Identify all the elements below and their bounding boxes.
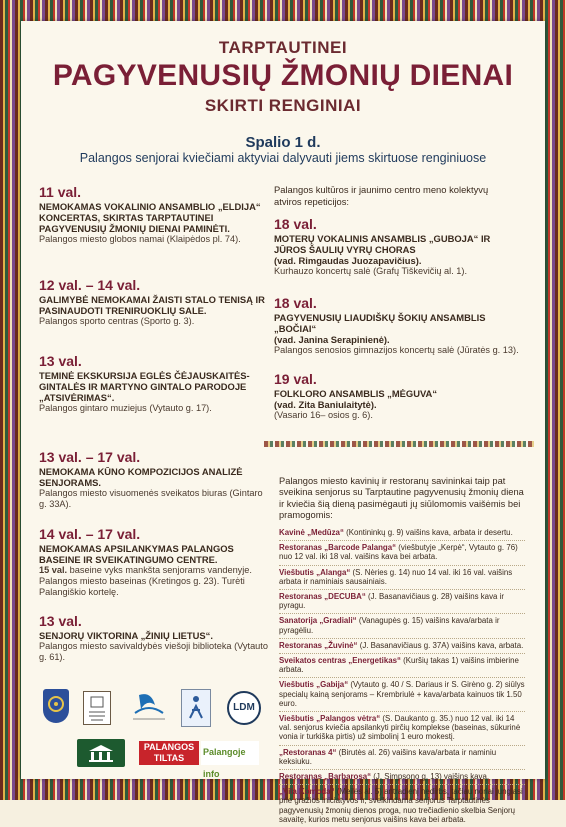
event-title: TEMINĖ EKSKURSIJA EGLĖS ČĖJAUSKAITĖS-GINTALĖS IR MARTYNO GINTALO PARODOJE „ATSIVĖRIMAS“.: [39, 370, 250, 403]
cafe-name: Restoranas „Žuvinė“: [279, 640, 358, 650]
ldm-logo: [227, 691, 261, 725]
cafe-offer: (Vytauto g. 40 / S. Dariaus ir S. Girėno g. 2) siūlys specialų kainą senjorams – Krembriulė + kava/arbata kainuos tik 1.50 euro.: [279, 680, 525, 708]
cafe-offer: (J. Simpsono g. 13) vaišins kava.: [371, 772, 490, 782]
event-time: 18 val.: [274, 295, 317, 311]
cafe-offer: (Birutės al. 26) vaišins kava/arbata ir naminiu keksiuku.: [279, 747, 497, 766]
event-title: GALIMYBĖ NEMOKAMAI ŽAISTI STALO TENISĄ IR PASINAUDOTI TRENIRUOKLIŲ SALE.: [39, 294, 265, 316]
cafe-list: [279, 526, 525, 827]
palanga-coat-of-arms-logo: [43, 689, 69, 723]
right-event: [274, 295, 524, 356]
event-leader: (vad. Janina Serapinienė).: [274, 334, 390, 345]
cafe-name: Viešbutis „Gabija“: [279, 680, 349, 690]
event-location: Palangos miesto savivaldybės viešoji biblioteka (Vytauto g. 61).: [39, 641, 268, 662]
event-location: Palangos sporto centras (Sporto g. 3).: [39, 316, 195, 326]
cafe-item: [279, 614, 525, 638]
left-event: [39, 353, 271, 414]
cafe-item: [279, 566, 525, 590]
event-location: Kurhauzo koncertų salė (Grafų Tiškevičių al. 1).: [274, 266, 468, 276]
event-time: 14 val. – 17 val.: [39, 526, 141, 542]
right-event: [274, 371, 524, 421]
cafe-name: Sanatorija „Gradiali“: [279, 616, 357, 626]
cafe-offer: (Vanagupės g. 15) vaišins kava/arbata ir pyragėliu.: [279, 616, 500, 635]
event-location: Palangos miesto globos namai (Klaipėdos pl. 74).: [39, 234, 241, 244]
palangos-tiltas-text: PALANGOS TILTAS: [143, 742, 195, 763]
cafe-intro: Palangos miesto kavinių ir restoranų savininkai taip pat sveikina senjorus su Tarptautine pagyvenusių žmonių diena ir kviečia šią dieną pasimėgauti jų siūlomomis vaišėmis bei pramogomis:: [279, 476, 524, 520]
palangos-sporto-centras-logo: [181, 689, 211, 727]
cafe-name: „Vila Komoda“: [279, 787, 335, 797]
event-location: (Vasario 16– osios g. 6).: [274, 410, 373, 420]
sponsor-logos: [39, 689, 289, 779]
event-location: Palangos miesto visuomenės sveikatos biuras (Gintaro g. 33A).: [39, 488, 263, 509]
cafe-name: Kavinė „Medūza“: [279, 528, 344, 537]
cafe-item: [279, 526, 525, 541]
event-title: SENJORŲ VIKTORINA „ŽINIŲ LIETUS“.: [39, 630, 213, 641]
cafe-item: [279, 770, 525, 785]
event-time: 19 val.: [274, 371, 317, 387]
event-time: 18 val.: [274, 216, 317, 232]
cafe-name: „Restoranas 4“: [279, 747, 337, 757]
visuomenes-sveikatos-biuras-logo: [129, 691, 169, 723]
cafe-item: [279, 654, 525, 678]
palangos-senjoru-logo: [83, 691, 111, 725]
cafe-item: [279, 712, 525, 746]
repetitions-intro: Palangos kultūros ir jaunimo centro meno kolektyvų atviros repeticijos:: [274, 184, 489, 207]
right-event: [274, 216, 524, 277]
header-line-1: TARPTAUTINEI: [218, 38, 348, 57]
cafe-name: Sveikatos centras „Energetikas“: [279, 656, 401, 666]
event-extra: [39, 565, 271, 576]
cafe-item: [279, 590, 525, 614]
cafe-name: Restoranas „Barcode Palanga“: [279, 543, 397, 553]
header-title: PAGYVENUSIŲ ŽMONIŲ DIENAI: [52, 59, 514, 92]
ldm-logo-text: LDM: [233, 702, 255, 713]
decorative-band-top: [264, 441, 534, 447]
palangoje-info-text: Palangoje info: [203, 747, 246, 779]
event-time: 13 val.: [39, 613, 82, 629]
event-time: 13 val. – 17 val.: [39, 449, 141, 465]
palangoje-info-logo: [201, 741, 259, 779]
crest-icon: [43, 689, 69, 723]
event-title: NEMOKAMAS VOKALINIO ANSAMBLIO „ELDIJA“ KONCERTAS, SKIRTAS TARPTAUTINEI PAGYVENUSIŲ ŽMONIŲ DIENAI PAMINĖTI.: [39, 201, 261, 234]
cafe-name: Restoranas „DECUBA“: [279, 592, 366, 602]
event-title: NEMOKAMAS APSILANKYMAS PALANGOS BASEINE IR SVEIKATINGUMO CENTRE.: [39, 543, 234, 565]
event-title: FOLKLORO ANSAMBLIS „MĖGUVA“: [274, 388, 438, 399]
cafe-item: [279, 678, 525, 712]
event-time: 13 val.: [39, 353, 82, 369]
event-location: Palangos miesto baseinas (Kretingos g. 23). Turėti Palangiškio kortelę.: [39, 576, 245, 597]
museum-icon: [77, 739, 125, 767]
cafe-offer: (J. Basanavičiaus g. 37A) vaišins kava, arbata.: [357, 640, 524, 650]
cafe-name: Viešbutis „Palangos vėtra“: [279, 714, 381, 724]
cafe-offer: (Kontininkų g. 9) vaišins kava, arbata ir desertu.: [343, 528, 513, 537]
cafe-item: [279, 541, 525, 565]
left-event: [39, 613, 271, 663]
gintaro-muziejus-logo: [77, 739, 125, 767]
runner-icon: [182, 690, 210, 726]
event-title: MOTERŲ VOKALINIS ANSAMBLIS „GUBOJA“ IR JŪROS ŠAULIŲ VYRŲ CHORAS: [274, 233, 491, 255]
event-location: Palangos senosios gimnazijos koncertų salė (Jūratės g. 13).: [274, 345, 519, 355]
cafe-item: [279, 639, 525, 654]
left-event: [39, 449, 271, 510]
cafe-offer: (J. Basanavičiaus g. 28) vaišins kava ir pyragu.: [279, 592, 504, 611]
left-event: [39, 277, 271, 327]
cafe-offer: (S. Nėries g. 14) nuo 14 val. iki 16 val. vaišins arbata ir naminiais sausainiais.: [279, 567, 513, 586]
book-icon: [84, 692, 110, 724]
event-date: Spalio 1 d.: [245, 134, 321, 151]
cafe-offer: (viešbutyje „Kerpė“, Vytauto g. 76) nuo 12 val. iki 18 val. vaišins kava bei arbata.: [279, 543, 518, 562]
event-leader: (vad. Rimgaudas Juozapavičius).: [274, 255, 422, 266]
cafe-name: Viešbutis „Alanga“: [279, 567, 351, 577]
cafe-offer: (Kuršių takas 1) vaišins imbierine arbata.: [279, 656, 519, 675]
header-line-3: SKIRTI RENGINIAI: [204, 96, 362, 115]
cafe-item: [279, 785, 525, 827]
cafe-offer: (Meilės al. 5) antradienį nedirbs, tačiau noriai jungiasi prie gražios iniciatyvos ir, sveikindama senjorus Tarptautinės pagyvenusių žmonių dienos proga, nuo trečiadienio skelbia Senjorų savaitę, kurios metu senjorus vaišins kava bei arbata.: [279, 787, 523, 824]
header-subtitle: Palangos senjorai kviečiami aktyviai dalyvauti jiems skirtuose renginiuose: [79, 151, 487, 165]
event-time: 12 val. – 14 val.: [39, 277, 141, 293]
extra-text: baseine vyks mankšta senjorams vandenyje.: [67, 565, 252, 575]
extra-time: 15 val.: [39, 565, 68, 575]
palangos-tiltas-logo: [139, 741, 199, 765]
event-time: 11 val.: [39, 184, 82, 200]
event-leader: (vad. Zita Baniulaitytė).: [274, 399, 377, 410]
swimmer-icon: [129, 691, 169, 723]
cafe-item: [279, 746, 525, 770]
event-title: PAGYVENUSIŲ LIAUDIŠKŲ ŠOKIŲ ANSAMBLIS „BOČIAI“: [274, 312, 486, 334]
left-event: [39, 526, 271, 598]
poster-paper: [21, 21, 545, 824]
left-event: [39, 184, 271, 245]
event-location: Palangos gintaro muziejus (Vytauto g. 17).: [39, 403, 212, 413]
cafe-name: Restoranas „Barbarosa“: [279, 772, 372, 782]
cafe-offer: (S. Daukanto g. 35.) nuo 12 val. iki 14 val. senjorus kviečia apsilankyti pirčių komplekse (baseinas, sūkurinė vonia ir turkiška pirtis) už simbolinį 1 euro mokestį.: [279, 714, 521, 742]
event-title: NEMOKAMA KŪNO KOMPOZICIJOS ANALIZĖ SENJORAMS.: [39, 466, 243, 488]
